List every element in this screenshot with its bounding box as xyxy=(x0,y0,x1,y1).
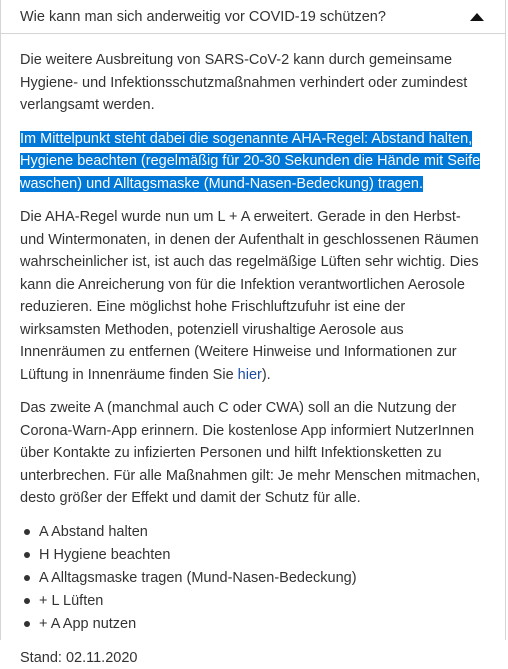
hier-link[interactable]: hier xyxy=(238,367,262,383)
accordion-content xyxy=(1,34,505,669)
accordion-title: Wie kann man sich anderweitig vor COVID-19 schützen? xyxy=(20,9,386,25)
list-item-label: + L Lüften xyxy=(39,590,103,613)
paragraph-corona-warn-app: Das zweite A (manchmal auch C oder CWA) soll an die Nutzung der Corona-Warn-App erinnern. Die kostenlose App informiert NutzerInnen über Kontakte zu infizierten Personen und hilft Infektionsketten zu unterbrechen. Für alle Maßnahmen gilt: Je mehr Menschen mitmachen, desto größer der Effekt und damit der Schutz für alle. xyxy=(20,397,485,510)
selected-text-line: waschen) und Alltagsmaske (Mund-Nasen-Bedeckung) tragen. xyxy=(20,176,423,192)
bullet-icon xyxy=(24,575,30,581)
aha-list xyxy=(20,521,485,636)
bullet-icon xyxy=(24,552,30,558)
list-item-label: A Abstand halten xyxy=(39,521,148,544)
accordion-header[interactable] xyxy=(1,0,505,34)
list-item-label: + A App nutzen xyxy=(39,613,136,636)
list-item-label: H Hygiene beachten xyxy=(39,544,170,567)
list-item xyxy=(20,567,485,590)
paragraph-intro: Die weitere Ausbreitung von SARS-CoV-2 kann durch gemeinsame Hygiene- und Infektionsschutzmaßnahmen verhindert oder zumindest verlangsamt werden. xyxy=(20,49,485,117)
list-item xyxy=(20,590,485,613)
caret-up-icon[interactable] xyxy=(470,13,484,21)
bullet-icon xyxy=(24,621,30,627)
bullet-icon xyxy=(24,598,30,604)
list-item-label: A Alltagsmaske tragen (Mund-Nasen-Bedeckung) xyxy=(39,567,357,590)
paragraph-aha-extension-text: Die AHA-Regel wurde nun um L + A erweitert. Gerade in den Herbst- und Wintermonaten, in denen der Aufenthalt in geschlossenen Räumen wahrscheinlicher ist, ist auch das regelmäßige Lüften sehr wichtig. Dies kann die Anreicherung von für die Infektion verantwortlichen Aerosole reduzieren. Eine möglichst hohe Frischluftzufuhr ist eine der wirksamsten Methoden, potenziell virushaltige Aerosole aus Innenräumen zu entfernen (Weitere Hinweise und Informationen zur Lüftung in Innenräume finden Sie xyxy=(20,209,479,383)
list-item xyxy=(20,521,485,544)
list-item xyxy=(20,613,485,636)
stand-date: Stand: 02.11.2020 xyxy=(20,647,485,669)
selected-text-line: Im Mittelpunkt steht dabei die sogenannte AHA-Regel: Abstand halten, xyxy=(20,131,472,147)
selected-text-line: Hygiene beachten (regelmäßig für 20-30 Sekunden die Hände mit Seife xyxy=(20,153,480,169)
paragraph-aha-rule xyxy=(20,128,485,196)
paragraph-aha-extension xyxy=(20,206,485,386)
bullet-icon xyxy=(24,529,30,535)
paragraph-aha-extension-end: ). xyxy=(262,367,271,383)
list-item xyxy=(20,544,485,567)
